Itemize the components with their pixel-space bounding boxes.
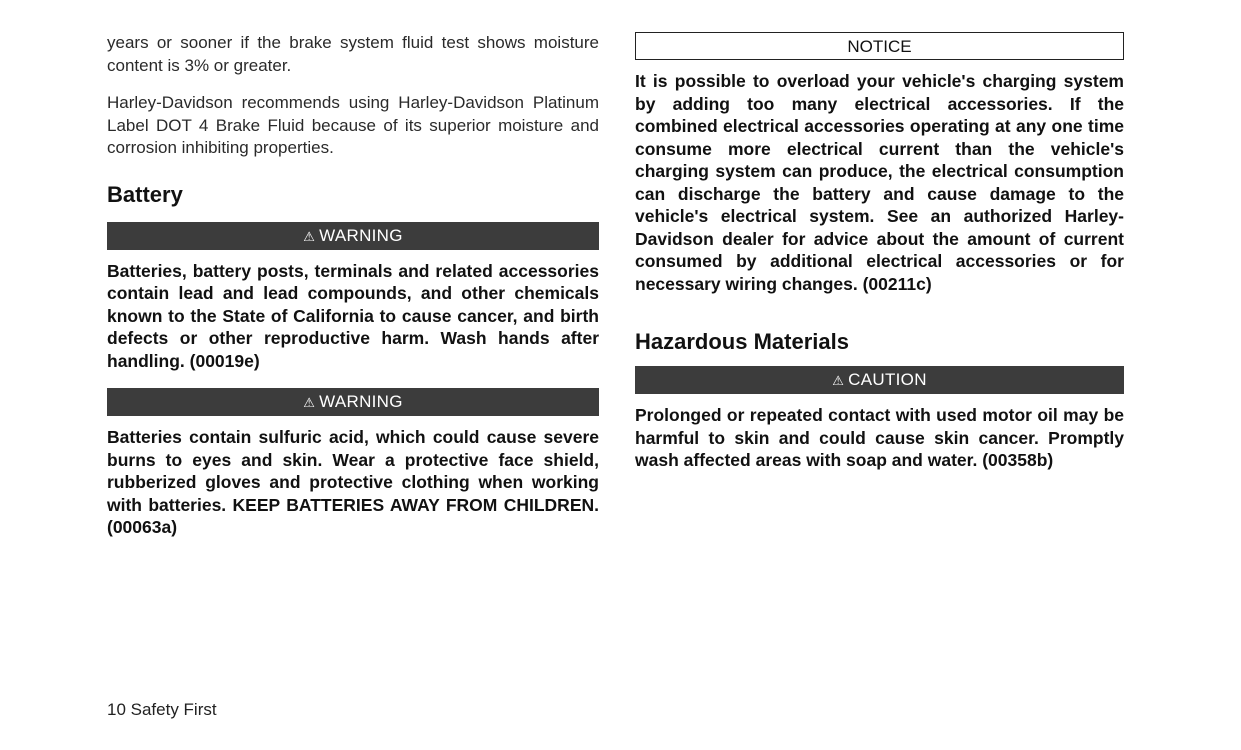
warning-triangle-icon: ⚠ xyxy=(303,228,316,244)
page-footer: 10 Safety First xyxy=(107,700,217,719)
warning-text-acid: Batteries contain sulfuric acid, which could cause severe burns to eyes and skin. Wear a protective face shield, rubberized gloves and protective clothing when working with batteries. KEEP BATTERIES AWAY FROM CHILDREN. (00063a) xyxy=(107,427,599,537)
warning-banner-2 xyxy=(107,388,599,416)
hazardous-materials-heading: Hazardous Materials xyxy=(635,329,849,354)
warning-triangle-icon: ⚠ xyxy=(832,373,845,388)
left-column xyxy=(107,32,599,539)
brake-fluid-paragraph: years or sooner if the brake system fluid test shows moisture content is 3% or greater. xyxy=(107,33,599,75)
caution-text: Prolonged or repeated contact with used motor oil may be harmful to skin and could cause skin cancer. Promptly wash affected areas with soap and water. (00358b) xyxy=(635,405,1124,470)
notice-banner: NOTICE xyxy=(635,32,1124,60)
brake-fluid-recommendation: Harley-Davidson recommends using Harley-Davidson Platinum Label DOT 4 Brake Fluid because of its superior moisture and corrosion inhibiting properties. xyxy=(107,93,599,157)
right-column xyxy=(635,32,1124,472)
caution-label: CAUTION xyxy=(848,370,927,389)
warning-label: WARNING xyxy=(319,392,403,411)
notice-text: It is possible to overload your vehicle's charging system by adding too many electrical accessories. If the combined electrical accessories operating at any one time consume more electrical current than the vehicle's charging system can produce, the electrical consumption can discharge the battery and cause damage to the vehicle's electrical system. See an authorized Harley-Davidson dealer for advice about the amount of current consumed by additional electrical accessories or for necessary wiring changes. (00211c) xyxy=(635,71,1124,294)
caution-banner xyxy=(635,366,1124,394)
warning-banner-1 xyxy=(107,222,599,250)
warning-triangle-icon: ⚠ xyxy=(303,395,316,410)
warning-text-lead: Batteries, battery posts, terminals and related accessories contain lead and lead compounds, and other chemicals known to the State of California to cause cancer, and birth defects or other reproductive harm. Wash hands after handling. (00019e) xyxy=(107,260,599,371)
warning-label: WARNING xyxy=(319,225,403,245)
battery-heading: Battery xyxy=(107,181,183,207)
